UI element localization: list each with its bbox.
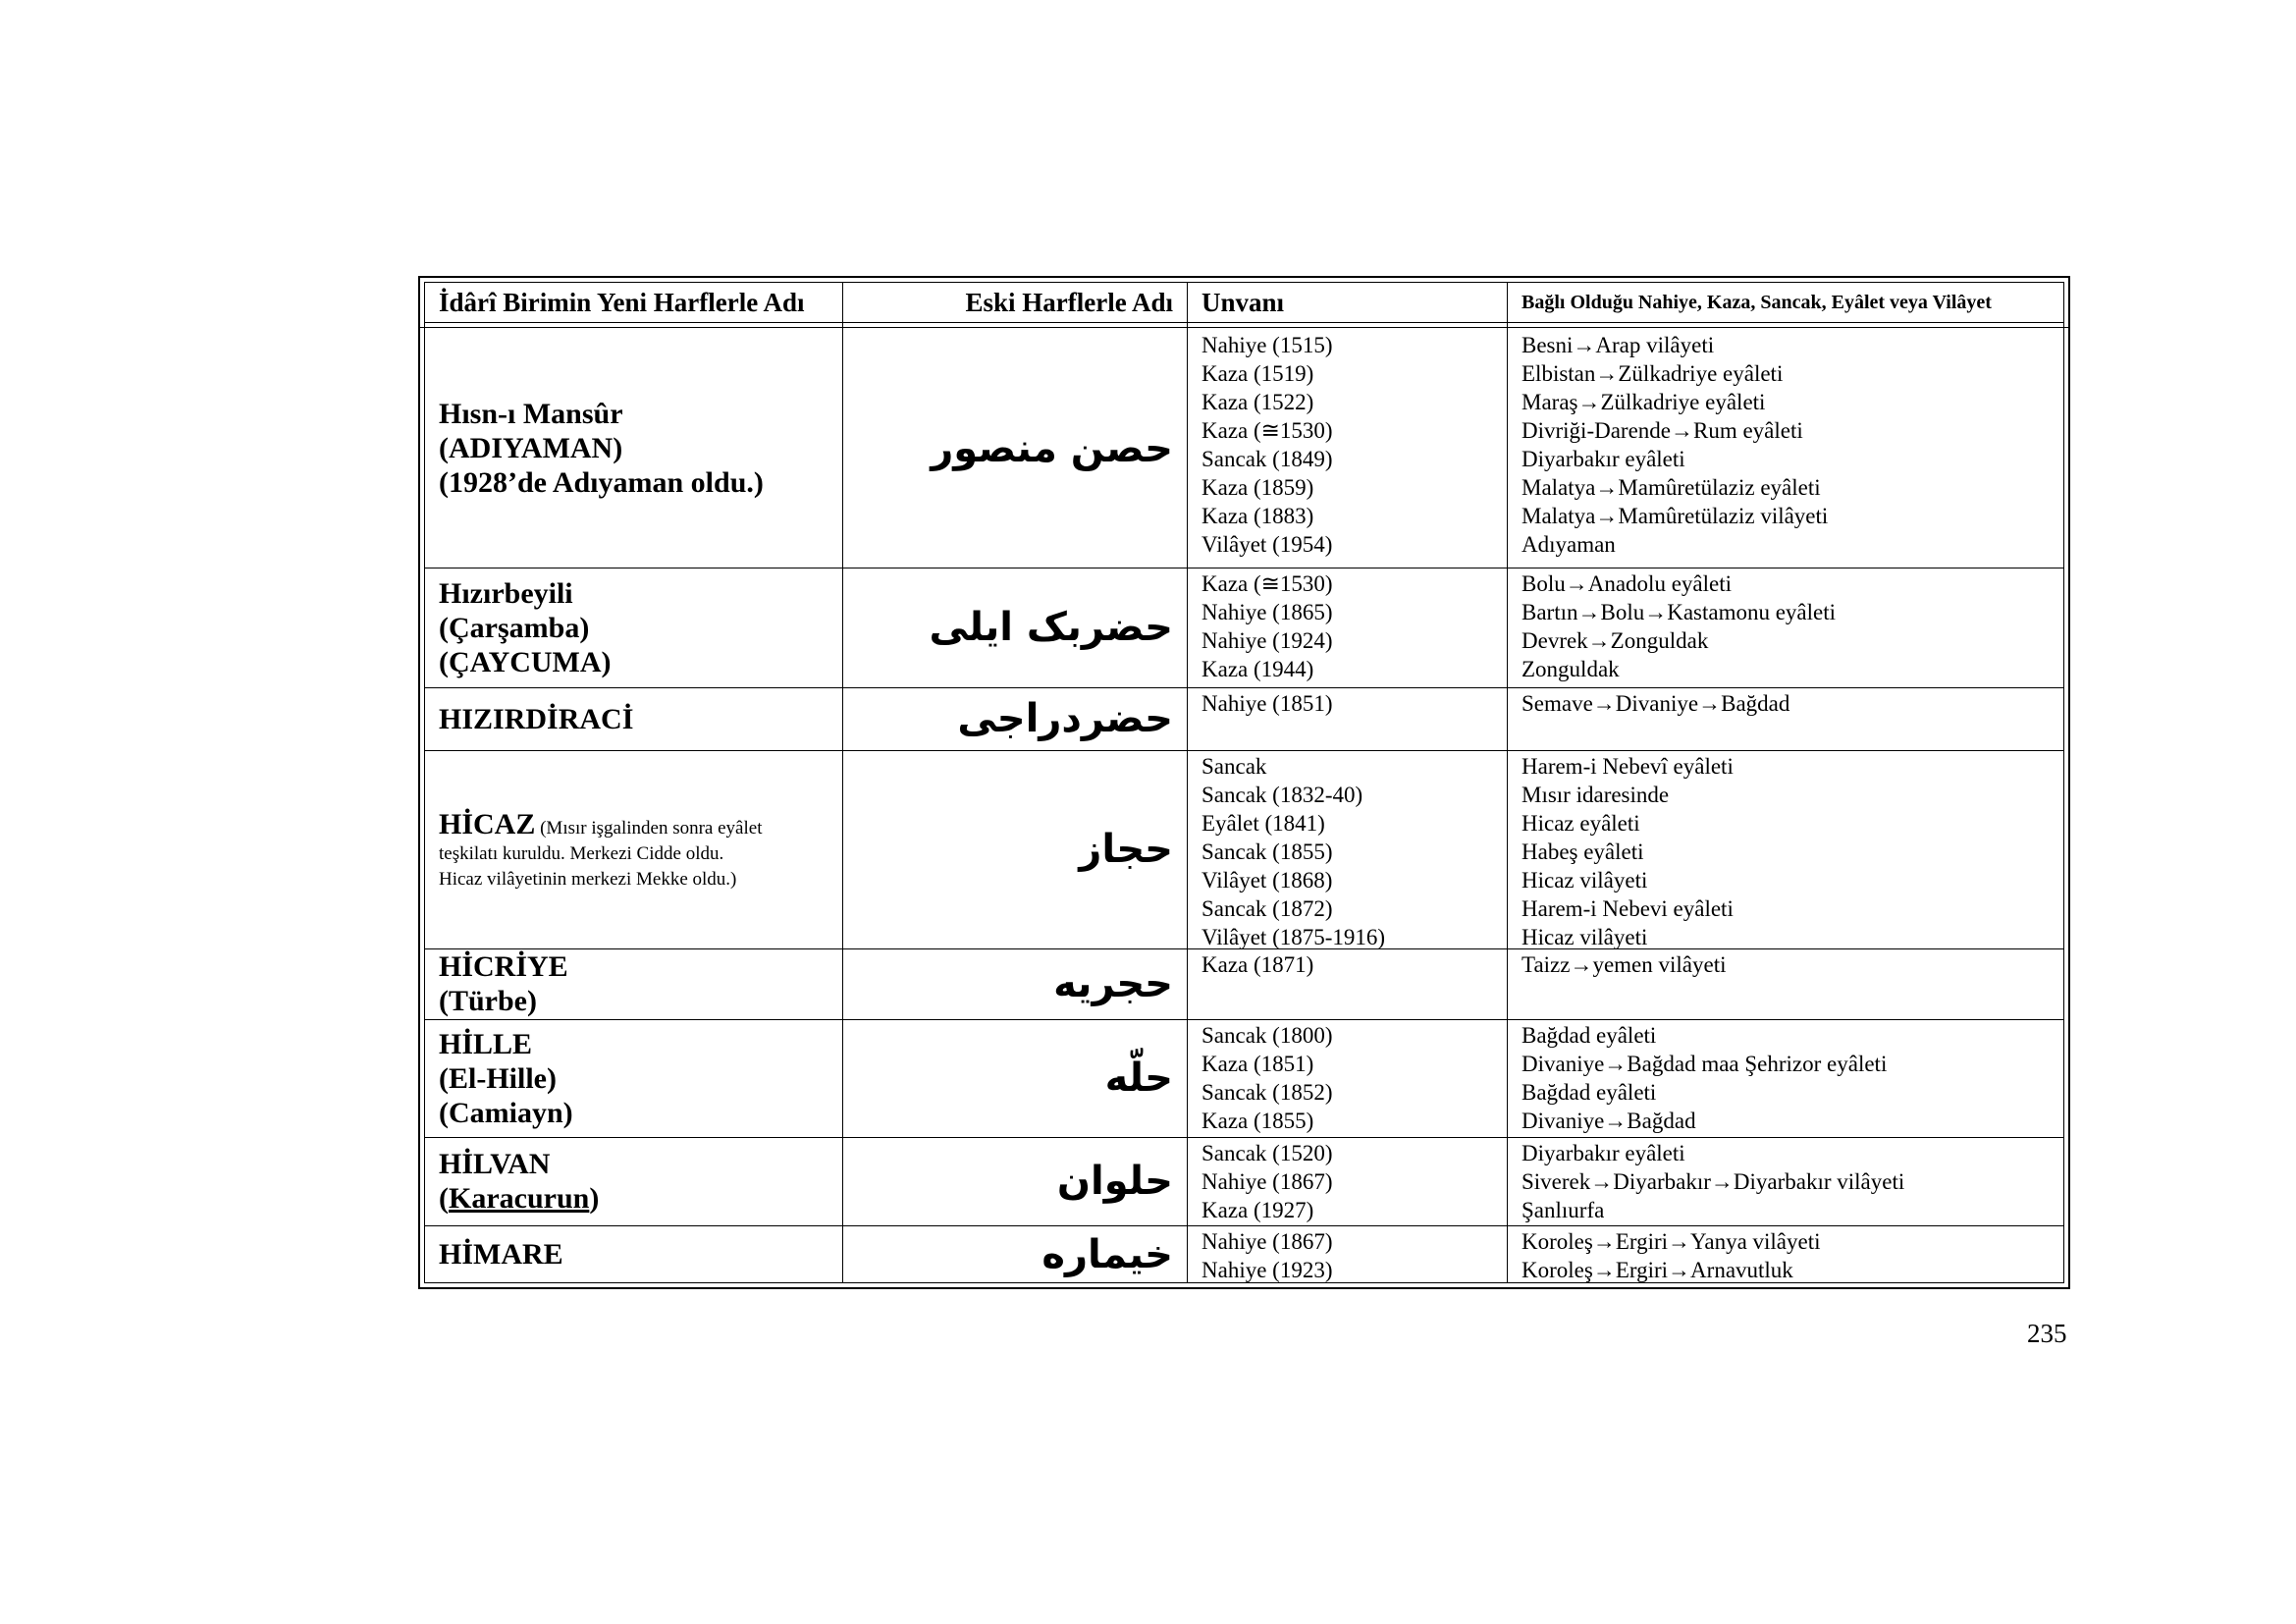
column-divider bbox=[842, 283, 843, 1282]
affiliation-entry: Hicaz vilâyeti bbox=[1522, 925, 1648, 949]
affiliation-entry: Malatya→Mamûretülaziz eyâleti bbox=[1522, 475, 1821, 500]
title-entry: Nahiye (1865) bbox=[1201, 600, 1333, 624]
affiliation-entry: Hicaz eyâleti bbox=[1522, 811, 1640, 836]
affiliation-entry: Harem-i Nebevî eyâleti bbox=[1522, 754, 1734, 779]
unit-name-line: (Karacurun) bbox=[439, 1182, 600, 1215]
affiliation-entry: Besni→Arap vilâyeti bbox=[1522, 333, 1715, 357]
column-divider bbox=[1507, 283, 1508, 1282]
title-entry: Kaza (1871) bbox=[1201, 952, 1314, 977]
affiliation-cell bbox=[1507, 687, 2063, 750]
title-entry: Sancak bbox=[1201, 754, 1267, 779]
affiliation-entry: Bartın→Bolu→Kastamonu eyâleti bbox=[1522, 600, 1837, 624]
old-script-name: حلوان bbox=[1056, 1159, 1173, 1204]
affiliation-entry: Malatya→Mamûretülaziz vilâyeti bbox=[1522, 504, 1829, 528]
title-entry: Kaza (1927) bbox=[1201, 1198, 1314, 1222]
table-header-row bbox=[425, 283, 2063, 323]
affiliation-entry: Şanlıurfa bbox=[1522, 1198, 1605, 1222]
old-script-cell bbox=[842, 1225, 1187, 1283]
column-divider bbox=[1187, 283, 1188, 1282]
old-script-cell bbox=[842, 568, 1187, 687]
affiliation-entry: Bağdad eyâleti bbox=[1522, 1023, 1657, 1048]
affiliation-entry: Koroleş→Ergiri→Arnavutluk bbox=[1522, 1258, 1793, 1282]
unit-name-line: (Camiayn) bbox=[439, 1096, 573, 1129]
title-cell bbox=[1187, 687, 1507, 750]
title-entry: Sancak (1520) bbox=[1201, 1141, 1333, 1165]
affiliation-entry: Divaniye→Bağdad bbox=[1522, 1109, 1696, 1133]
affiliation-entry: Diyarbakır eyâleti bbox=[1522, 1141, 1685, 1165]
unit-name: HİCAZ bbox=[439, 807, 536, 840]
unit-name-line: HİLVAN bbox=[439, 1148, 551, 1180]
old-script-name: حجاز bbox=[1079, 827, 1173, 872]
unit-name-cell bbox=[425, 750, 842, 948]
affiliation-entry: Elbistan→Zülkadriye eyâleti bbox=[1522, 361, 1784, 386]
title-entry: Kaza (1883) bbox=[1201, 504, 1314, 528]
old-script-name: حلّه bbox=[1104, 1056, 1173, 1101]
affiliation-entry: Habeş eyâleti bbox=[1522, 839, 1644, 864]
old-script-name: حضردراجی bbox=[957, 696, 1173, 741]
title-entry: Kaza (≅1530) bbox=[1201, 571, 1333, 596]
affiliation-entry: Semave→Divaniye→Bağdad bbox=[1522, 691, 1790, 716]
affiliation-entry: Maraş→Zülkadriye eyâleti bbox=[1522, 390, 1766, 414]
unit-name-cell bbox=[425, 948, 842, 1019]
table-row bbox=[425, 1225, 2063, 1283]
title-entry: Sancak (1852) bbox=[1201, 1080, 1333, 1105]
title-entry: Kaza (1855) bbox=[1201, 1109, 1314, 1133]
title-entry: Nahiye (1867) bbox=[1201, 1169, 1333, 1194]
unit-name-line: HİCRİYE bbox=[439, 950, 568, 983]
title-entry: Sancak (1855) bbox=[1201, 839, 1333, 864]
unit-name-cell bbox=[425, 1225, 842, 1283]
header-old-name: Eski Harflerle Adı bbox=[965, 287, 1173, 317]
affiliation-entry: Adıyaman bbox=[1522, 532, 1616, 557]
title-cell bbox=[1187, 1225, 1507, 1283]
title-entry: Kaza (1851) bbox=[1201, 1052, 1314, 1076]
table-row bbox=[425, 329, 2063, 568]
unit-name-cell bbox=[425, 1019, 842, 1137]
affiliation-cell bbox=[1507, 750, 2063, 948]
title-entry: Sancak (1832-40) bbox=[1201, 783, 1363, 807]
title-entry: Kaza (1859) bbox=[1201, 475, 1314, 500]
unit-name-cell bbox=[425, 329, 842, 568]
affiliation-cell bbox=[1507, 1137, 2063, 1225]
header-title: Unvanı bbox=[1201, 287, 1285, 317]
title-entry: Nahiye (1515) bbox=[1201, 333, 1333, 357]
title-entry: Sancak (1849) bbox=[1201, 447, 1333, 471]
old-script-name: خیماره bbox=[1041, 1231, 1173, 1277]
unit-name-line: (Türbe) bbox=[439, 985, 537, 1017]
title-cell bbox=[1187, 329, 1507, 568]
affiliation-cell bbox=[1507, 568, 2063, 687]
table bbox=[424, 282, 2064, 1283]
title-entry: Sancak (1872) bbox=[1201, 896, 1333, 921]
old-script-cell bbox=[842, 750, 1187, 948]
title-entry: Nahiye (1851) bbox=[1201, 691, 1333, 716]
old-script-name: حضربک ایلی bbox=[929, 605, 1173, 650]
title-entry: Vilâyet (1875-1916) bbox=[1201, 925, 1386, 949]
affiliation-entry: Siverek→Diyarbakır→Diyarbakır vilâyeti bbox=[1522, 1169, 1905, 1194]
header-separator bbox=[420, 322, 2068, 328]
unit-name-line: (ÇAYCUMA) bbox=[439, 645, 612, 678]
affiliation-entry: Divriği-Darende→Rum eyâleti bbox=[1522, 418, 1803, 443]
old-script-cell bbox=[842, 1019, 1187, 1137]
title-entry: Kaza (1522) bbox=[1201, 390, 1314, 414]
unit-name-line: Hısn-ı Mansûr bbox=[439, 398, 623, 430]
affiliation-entry: Diyarbakır eyâleti bbox=[1522, 447, 1685, 471]
unit-name-line: HIZIRDİRACİ bbox=[439, 702, 634, 735]
old-script-cell bbox=[842, 1137, 1187, 1225]
affiliation-entry: Zonguldak bbox=[1522, 657, 1620, 681]
affiliation-entry: Bolu→Anadolu eyâleti bbox=[1522, 571, 1732, 596]
page-number: 235 bbox=[2027, 1319, 2067, 1348]
unit-name-cell bbox=[425, 568, 842, 687]
header-affiliation: Bağlı Olduğu Nahiye, Kaza, Sancak, Eyâlet veya Vilâyet bbox=[1522, 291, 1992, 313]
title-entry: Nahiye (1867) bbox=[1201, 1229, 1333, 1254]
unit-name-line: HİLLE bbox=[439, 1027, 533, 1060]
affiliation-entry: Devrek→Zonguldak bbox=[1522, 628, 1709, 653]
title-entry: Kaza (1944) bbox=[1201, 657, 1314, 681]
unit-note-line: teşkilatı kuruldu. Merkezi Cidde oldu. bbox=[439, 842, 724, 864]
unit-note-line: Hicaz vilâyetinin merkezi Mekke oldu.) bbox=[439, 868, 737, 890]
table-row bbox=[425, 1137, 2063, 1226]
title-cell bbox=[1187, 1019, 1507, 1137]
affiliation-entry: Taizz→yemen vilâyeti bbox=[1522, 952, 1727, 977]
old-script-cell bbox=[842, 329, 1187, 568]
title-entry: Eyâlet (1841) bbox=[1201, 811, 1325, 836]
affiliation-entry: Hicaz vilâyeti bbox=[1522, 868, 1648, 893]
old-script-name: حصن منصور bbox=[931, 425, 1173, 471]
table-row bbox=[425, 687, 2063, 751]
title-entry: Vilâyet (1868) bbox=[1201, 868, 1333, 893]
title-entry: Kaza (1519) bbox=[1201, 361, 1314, 386]
unit-name-line: Hızırbeyili bbox=[439, 576, 573, 610]
affiliation-entry: Bağdad eyâleti bbox=[1522, 1080, 1657, 1105]
affiliation-entry: Divaniye→Bağdad maa Şehrizor eyâleti bbox=[1522, 1052, 1888, 1076]
title-cell bbox=[1187, 568, 1507, 687]
affiliation-cell bbox=[1507, 329, 2063, 568]
header-new-name: İdârî Birimin Yeni Harflerle Adı bbox=[439, 287, 805, 317]
unit-name-line: HİMARE bbox=[439, 1238, 563, 1271]
table-frame bbox=[418, 276, 2070, 1289]
unit-name-line: (El-Hille) bbox=[439, 1061, 557, 1095]
affiliation-cell bbox=[1507, 1019, 2063, 1137]
old-script-name: حجریه bbox=[1053, 961, 1173, 1006]
unit-name-cell bbox=[425, 687, 842, 750]
affiliation-cell bbox=[1507, 1225, 2063, 1283]
unit-name-underlined: Karacurun bbox=[449, 1182, 590, 1215]
affiliation-entry: Mısır idaresinde bbox=[1522, 783, 1670, 807]
table-row bbox=[425, 948, 2063, 1020]
title-cell bbox=[1187, 750, 1507, 948]
unit-name-line: (ADIYAMAN) bbox=[439, 432, 623, 464]
table-row bbox=[425, 750, 2063, 949]
unit-name-cell bbox=[425, 1137, 842, 1225]
title-entry: Nahiye (1923) bbox=[1201, 1258, 1333, 1282]
table-row bbox=[425, 1019, 2063, 1138]
title-entry: Nahiye (1924) bbox=[1201, 628, 1333, 653]
title-entry: Sancak (1800) bbox=[1201, 1023, 1333, 1048]
affiliation-cell bbox=[1507, 948, 2063, 1019]
title-entry: Kaza (≅1530) bbox=[1201, 418, 1333, 443]
affiliation-entry: Harem-i Nebevi eyâleti bbox=[1522, 896, 1734, 921]
title-cell bbox=[1187, 1137, 1507, 1225]
old-script-cell bbox=[842, 948, 1187, 1019]
affiliation-entry: Koroleş→Ergiri→Yanya vilâyeti bbox=[1522, 1229, 1821, 1254]
old-script-cell bbox=[842, 687, 1187, 750]
unit-name-line: (Çarşamba) bbox=[439, 611, 590, 644]
unit-name-with-note: HİCAZ (Mısır işgalinden sonra eyâlet bbox=[439, 807, 763, 840]
title-entry: Vilâyet (1954) bbox=[1201, 532, 1333, 557]
table-row bbox=[425, 568, 2063, 688]
unit-name-line: (1928’de Adıyaman oldu.) bbox=[439, 466, 764, 499]
title-cell bbox=[1187, 948, 1507, 1019]
